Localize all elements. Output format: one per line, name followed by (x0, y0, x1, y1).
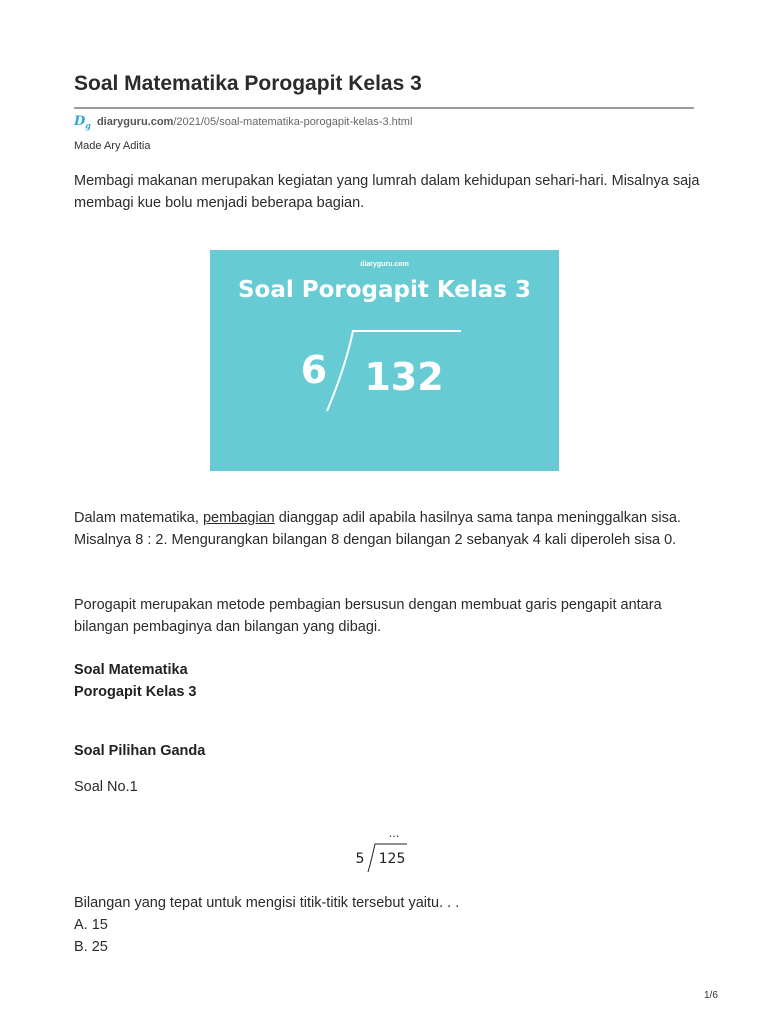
intro-paragraph: Membagi makanan merupakan kegiatan yang lumrah dalam kehidupan sehari-hari. Misalnya saja membagi kue bolu menjadi beberapa bagian. (74, 173, 700, 211)
source-line (74, 114, 412, 131)
source-link[interactable] (97, 116, 412, 128)
question-divisor: 5 (355, 851, 365, 867)
paragraph-pembagian-start: Dalam matematika, (74, 510, 203, 526)
section-heading-1-line2: Porogapit Kelas 3 (74, 684, 197, 700)
question-figure (350, 826, 420, 879)
hero-graphic (210, 250, 559, 471)
source-path: /2021/05/soal-matematika-porogapit-kelas-3.html (173, 116, 413, 128)
site-logo-sub: g (85, 120, 91, 131)
title-divider (74, 107, 694, 109)
paragraph-porogapit: Porogapit merupakan metode pembagian bersusun dengan membuat garis pengapit antara bilangan pembaginya dan bilangan yang dibagi. (74, 597, 662, 635)
answer-options (74, 914, 108, 958)
author-name: Made Ary Aditia (74, 140, 151, 152)
page-title: Soal Matematika Porogapit Kelas 3 (74, 72, 422, 95)
section-heading-1 (74, 659, 196, 703)
question-label: Soal No.1 (74, 779, 138, 795)
question-text: Bilangan yang tepat untuk mengisi titik-titik tersebut yaitu. . . (74, 895, 460, 911)
option-a: A. 15 (74, 917, 108, 933)
question-porogapit (350, 826, 420, 874)
section-heading-2: Soal Pilihan Ganda (74, 743, 206, 759)
paragraph-pembagian (74, 508, 714, 551)
hero-divisor: 6 (300, 348, 328, 392)
site-logo-letter: D (74, 114, 86, 129)
hero-brand: diaryguru.com (360, 261, 409, 268)
hero-image (210, 250, 559, 471)
source-domain: diaryguru.com (96, 116, 174, 128)
paragraph-pembagian-end: dianggap adil apabila hasilnya sama tanpa meninggalkan sisa. Misalnya 8 : 2. Mengurangkan bilangan 8 dengan bilangan 2 sebanyak 4 kali diperoleh sisa 0. (74, 510, 681, 548)
site-logo-icon (74, 114, 91, 129)
question-quotient: ... (388, 827, 400, 840)
option-b: B. 25 (74, 939, 108, 955)
pembagian-link[interactable]: pembagian (202, 510, 275, 526)
hero-dividend: 132 (364, 355, 444, 399)
section-heading-1-line1: Soal Matematika (74, 662, 188, 678)
page-number: 1/6 (704, 990, 718, 1001)
hero-title: Soal Porogapit Kelas 3 (237, 277, 532, 303)
question-dividend: 125 (378, 851, 406, 867)
